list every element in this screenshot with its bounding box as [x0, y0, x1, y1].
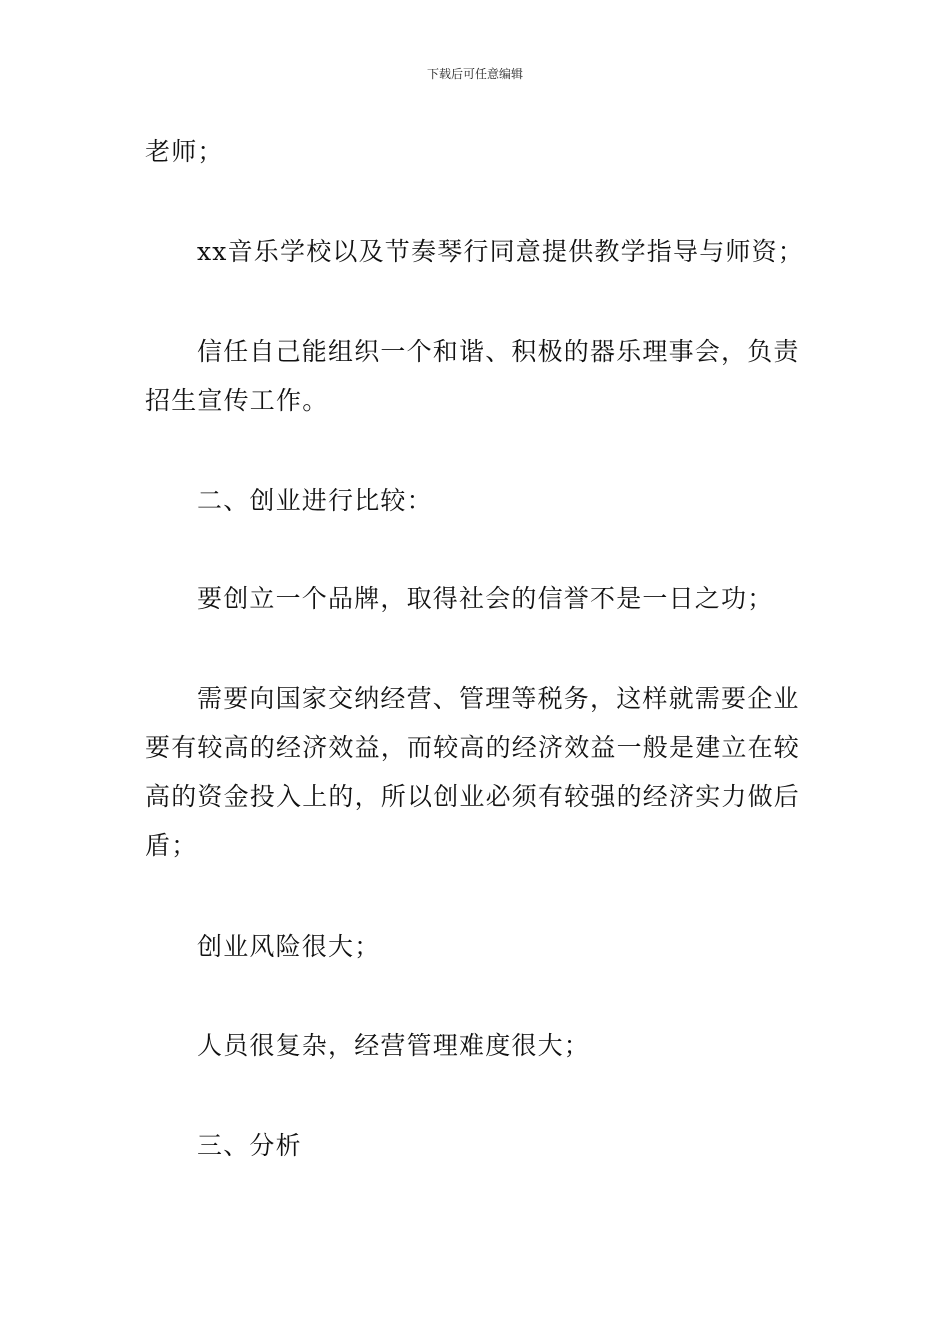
- paragraph-teacher: 老师；: [145, 137, 224, 166]
- section-heading-analysis: 三、分析: [197, 1131, 302, 1160]
- paragraph-risk: 创业风险很大；: [197, 932, 381, 961]
- paragraph-taxes: 需要向国家交纳经营、管理等税务，这样就需要企业要有较高的经济效益，而较高的经济效益一般是建立在较高的资金投入上的，所以创业必须有较强的经济实力做后盾；: [145, 684, 801, 860]
- paragraph-trust-council: 信任自己能组织一个和谐、积极的器乐理事会，负责招生宣传工作。: [145, 337, 800, 415]
- page-header: 下载后可任意编辑: [426, 67, 523, 81]
- paragraph-music-school: xx音乐学校以及节奏琴行同意提供教学指导与师资；: [197, 237, 805, 266]
- paragraph-brand: 要创立一个品牌，取得社会的信誉不是一日之功；: [197, 584, 774, 613]
- paragraph-personnel: 人员很复杂，经营管理难度很大；: [197, 1031, 591, 1060]
- section-heading-comparison: 二、创业进行比较：: [197, 486, 433, 515]
